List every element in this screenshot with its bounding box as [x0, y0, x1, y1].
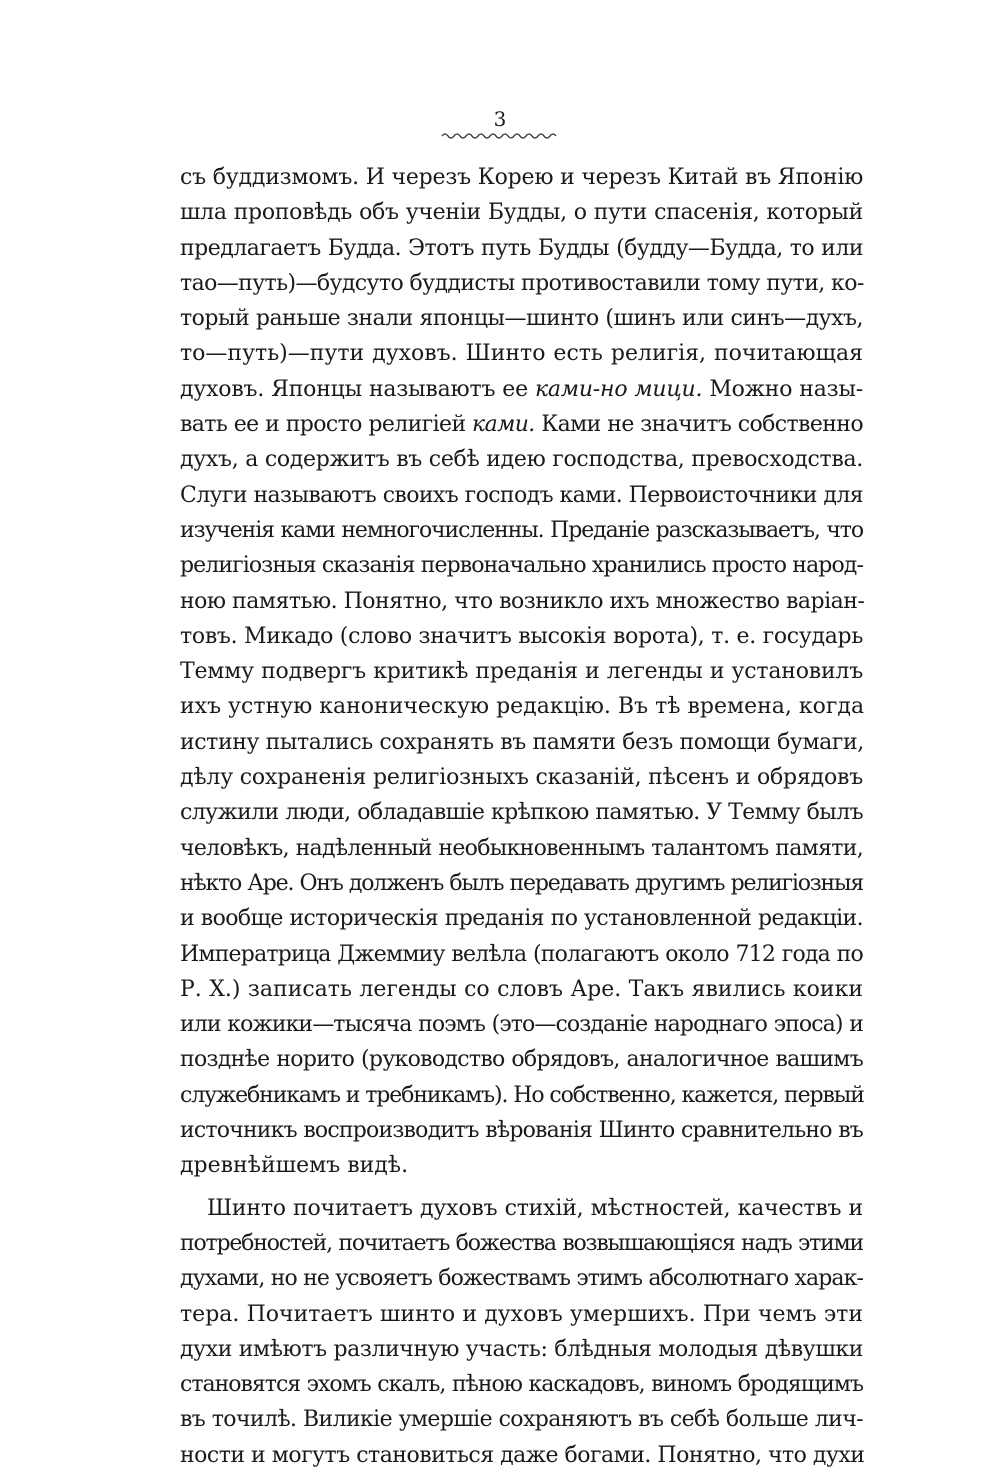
text-line: дѣлу сохраненія религіозныхъ сказаній, пѣсенъ и обрядовъ: [180, 765, 863, 791]
text-line: духи имѣютъ различную участь: блѣдныя молодыя дѣвушки: [180, 1336, 863, 1362]
text-line: потребностей, почитаетъ божества возвышающіяся надъ этими: [180, 1230, 863, 1256]
text-line: становятся эхомъ скалъ, пѣною каскадовъ, виномъ бродящимъ: [180, 1372, 863, 1398]
text-segment: духовъ. Японцы называютъ ее: [180, 376, 535, 402]
text-line: тао—путь)—будсуто буддисты противоставили тому пути, ко-: [180, 270, 864, 296]
text-line: ихъ устную каноническую редакцію. Въ тѣ времена, когда: [180, 694, 865, 720]
text-line: духами, но не усвояетъ божествамъ этимъ абсолютнаго харак-: [180, 1266, 863, 1292]
text-line: тера. Почитаетъ шинто и духовъ умершихъ. При чемъ эти: [180, 1301, 863, 1327]
text-segment: Можно назы-: [702, 376, 863, 402]
text-line: Темму подвергъ критикѣ преданія и легенды и установилъ: [180, 659, 863, 685]
text-line: товъ. Микадо (слово значитъ высокія ворота), т. е. государь: [180, 623, 863, 649]
body-text: [180, 160, 863, 1473]
italic-term: ками.: [472, 412, 535, 438]
text-line: духъ, а содержитъ въ себѣ идею господства, превосходства.: [180, 447, 863, 473]
text-line: позднѣе норито (руководство обрядовъ, аналогичное вашимъ: [180, 1047, 863, 1073]
paragraph-2: [180, 1191, 863, 1473]
text-line: истину пытались сохранять въ памяти безъ помощи бумаги,: [180, 729, 864, 755]
text-line: человѣкъ, надѣленный необыкновеннымъ талантомъ памяти,: [180, 835, 863, 861]
page-header: [0, 108, 1000, 142]
text-line: Слуги называютъ своихъ господъ ками. Первоисточники для: [180, 482, 863, 508]
text-line: источникъ воспроизводитъ вѣрованія Шинто сравнительно въ: [180, 1118, 863, 1144]
text-line: Императрица Джеммиу велѣла (полагаютъ около 712 года по: [180, 941, 863, 967]
text-line: нѣкто Аре. Онъ долженъ былъ передавать другимъ религіозныя: [180, 870, 863, 896]
text-line: Р. X.) записать легенды со словъ Аре. Такъ явились коики: [180, 976, 863, 1002]
text-line: религіозныя сказанія первоначально хранились просто народ-: [180, 553, 863, 579]
text-line: служебникамъ и требникамъ). Но собственно, кажется, первый: [180, 1082, 864, 1108]
text-line-mixed: [180, 372, 863, 407]
text-segment: вать ее и просто религіей: [180, 412, 473, 438]
text-line: и вообще историческія преданія по установленной редакціи.: [180, 906, 863, 932]
text-line: съ буддизмомъ. И черезъ Корею и черезъ Китай въ Японію: [180, 165, 864, 190]
page-number: 3: [493, 107, 507, 131]
text-line: ною памятью. Понятно, что возникло ихъ множество варіан-: [180, 588, 865, 614]
italic-term: ками-но мици.: [534, 376, 703, 402]
wavy-ornament: [440, 130, 560, 142]
text-line: изученія ками немногочисленны. Преданіе разсказываетъ, что: [180, 517, 863, 543]
text-line: шла проповѣдь объ ученіи Будды, о пути спасенія, который: [180, 200, 863, 226]
text-line: древнѣйшемъ видѣ.: [180, 1153, 409, 1179]
text-line: то—путь)—пути духовъ. Шинто есть религія, почитающая: [180, 341, 863, 367]
text-line: или кожики—тысяча поэмъ (это—созданіе народнаго эпоса) и: [180, 1012, 863, 1038]
paragraph-1: [180, 160, 863, 1184]
text-line-mixed: [180, 407, 863, 442]
text-line: Шинто почитаетъ духовъ стихій, мѣстностей, качествъ и: [207, 1195, 863, 1221]
text-line: ности и могутъ становиться даже богами. Понятно, что духи: [180, 1442, 865, 1468]
text-line: въ точилѣ. Виликіе умершіе сохраняютъ въ себѣ больше лич-: [180, 1407, 863, 1433]
text-line: торый раньше знали японцы—шинто (шинъ или синъ—духъ,: [180, 306, 863, 332]
text-line: служили люди, обладавшіе крѣпкою памятью. У Темму былъ: [180, 800, 863, 826]
text-segment: Ками не значитъ собственно: [534, 412, 864, 438]
text-line: предлагаетъ Будда. Этотъ путь Будды (будду—Будда, то или: [180, 235, 863, 261]
